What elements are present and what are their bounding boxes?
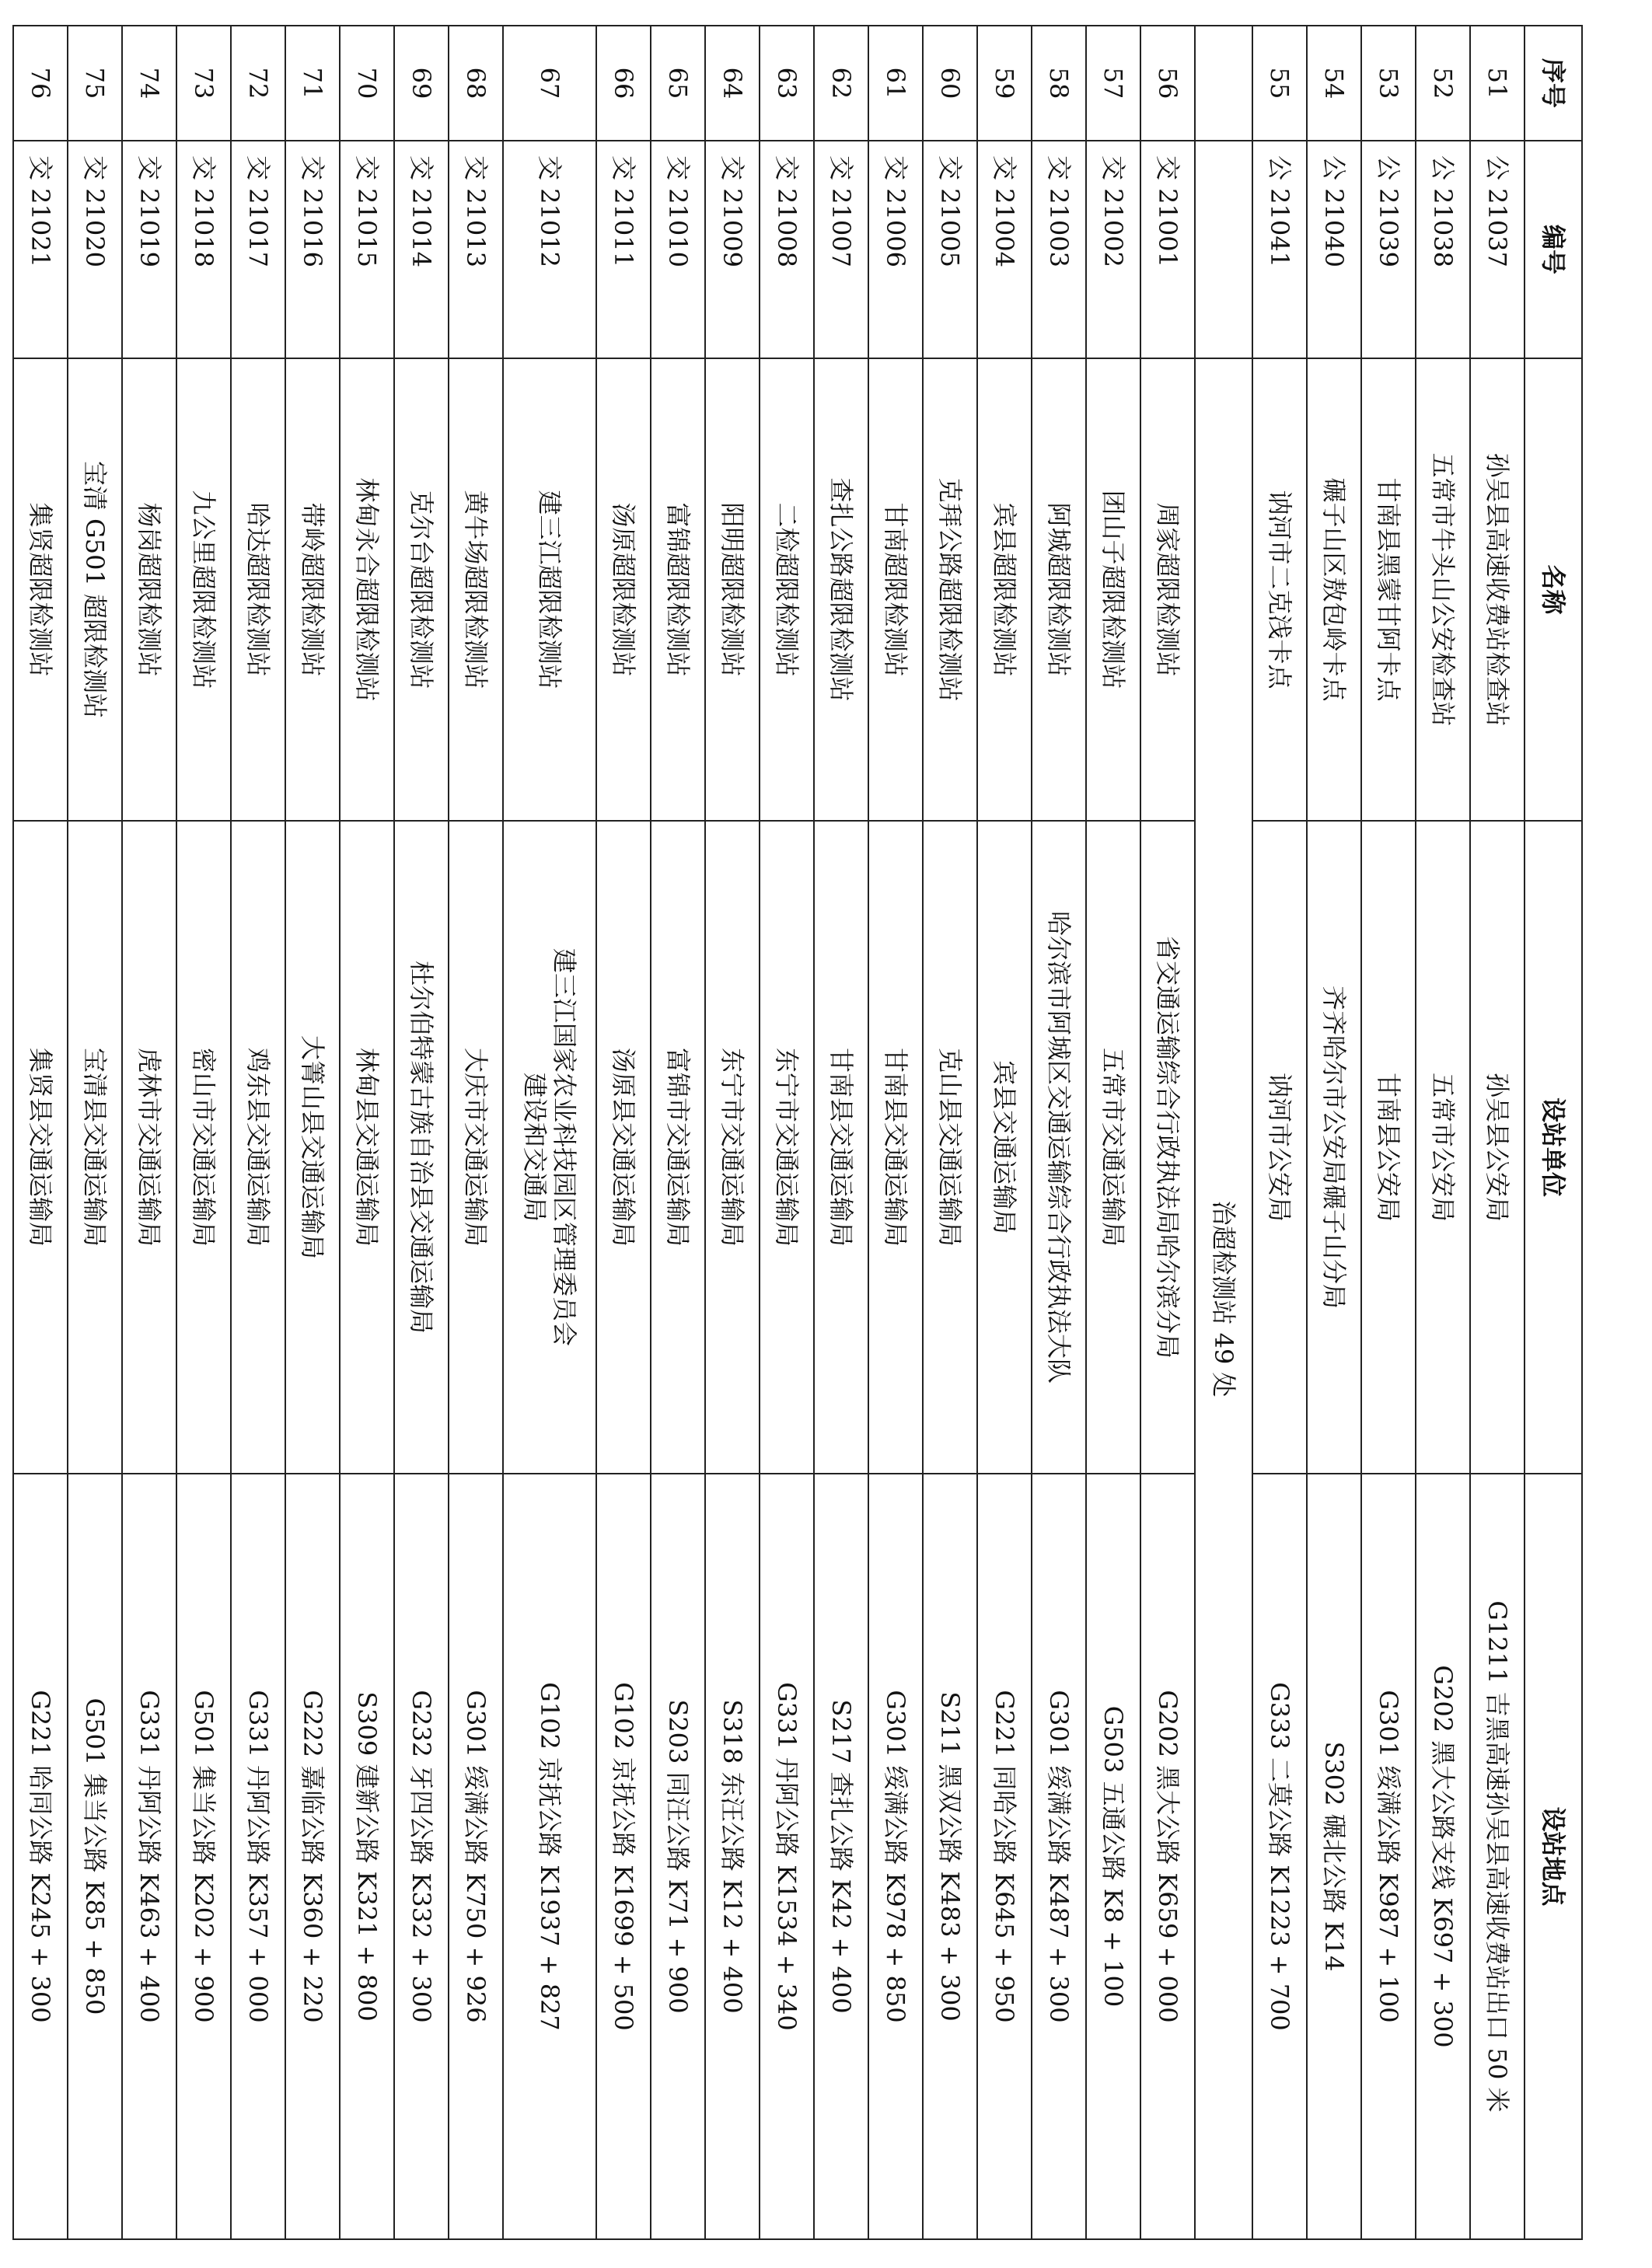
row-code: 交 21010 — [651, 141, 705, 358]
table-row — [231, 26, 285, 2239]
header-unit: 设站单位 — [1525, 821, 1582, 1474]
row-code: 交 21006 — [868, 141, 923, 358]
row-location: S203 同汪公路 K71 + 900 — [651, 1474, 705, 2239]
row-idx: 75 — [68, 26, 122, 141]
table-row — [503, 26, 596, 2239]
row-location: G301 绥满公路 K487 + 300 — [1032, 1474, 1086, 2239]
row-location: S211 黑双公路 K483 + 300 — [923, 1474, 977, 2239]
row-code: 交 21011 — [596, 141, 651, 358]
table-row — [760, 26, 814, 2239]
row-unit: 鸡东县交通运输局 — [231, 821, 285, 1474]
table-row — [340, 26, 394, 2239]
row-location: G202 黑大公路 K659 + 000 — [1140, 1474, 1195, 2239]
row-code: 交 21004 — [977, 141, 1032, 358]
row-name: 九公里超限检测站 — [176, 358, 231, 821]
row-unit: 甘南县交通运输局 — [814, 821, 868, 1474]
table-row — [1086, 26, 1140, 2239]
row-idx: 69 — [394, 26, 449, 141]
row-idx: 73 — [176, 26, 231, 141]
table-row — [596, 26, 651, 2239]
row-code: 交 21007 — [814, 141, 868, 358]
row-name: 集贤超限检测站 — [13, 358, 68, 821]
row-idx: 74 — [122, 26, 176, 141]
row-idx: 53 — [1361, 26, 1416, 141]
row-name: 富锦超限检测站 — [651, 358, 705, 821]
row-code: 公 21040 — [1307, 141, 1361, 358]
row-idx: 51 — [1470, 26, 1525, 141]
row-unit: 虎林市交通运输局 — [122, 821, 176, 1474]
row-name: 克拜公路超限检测站 — [923, 358, 977, 821]
table-row — [1470, 26, 1525, 2239]
row-idx: 57 — [1086, 26, 1140, 141]
row-code: 交 21002 — [1086, 141, 1140, 358]
row-location: G301 绥满公路 K987 + 100 — [1361, 1474, 1416, 2239]
row-unit: 宾县交通运输局 — [977, 821, 1032, 1474]
row-idx: 54 — [1307, 26, 1361, 141]
header-row — [1525, 26, 1582, 2239]
row-code: 交 21016 — [285, 141, 340, 358]
row-idx: 66 — [596, 26, 651, 141]
row-idx: 65 — [651, 26, 705, 141]
row-name: 汤原超限检测站 — [596, 358, 651, 821]
row-name: 团山子超限检测站 — [1086, 358, 1140, 821]
row-name: 黄牛场超限检测站 — [449, 358, 503, 821]
row-code: 交 21021 — [13, 141, 68, 358]
row-unit: 汤原县交通运输局 — [596, 821, 651, 1474]
row-idx: 76 — [13, 26, 68, 141]
table-row — [1416, 26, 1470, 2239]
row-code: 交 21008 — [760, 141, 814, 358]
row-location: G221 哈同公路 K245 + 300 — [13, 1474, 68, 2239]
table-row — [1252, 26, 1307, 2239]
row-idx: 58 — [1032, 26, 1086, 141]
table-row — [1140, 26, 1195, 2239]
row-name: 二检超限检测站 — [760, 358, 814, 821]
row-code: 交 21012 — [503, 141, 596, 358]
row-unit: 东宁市交通运输局 — [760, 821, 814, 1474]
row-unit: 孙吴县公安局 — [1470, 821, 1525, 1474]
row-name: 哈达超限检测站 — [231, 358, 285, 821]
row-code: 交 21020 — [68, 141, 122, 358]
row-location: G232 牙四公路 K332 + 300 — [394, 1474, 449, 2239]
row-idx: 72 — [231, 26, 285, 141]
row-location: G501 集当公路 K85 + 850 — [68, 1474, 122, 2239]
row-unit: 富锦市交通运输局 — [651, 821, 705, 1474]
table-row — [1307, 26, 1361, 2239]
row-name: 讷河市二克浅卡点 — [1252, 358, 1307, 821]
row-code: 交 21015 — [340, 141, 394, 358]
row-unit-line-1: 建三江国家农业科技园区管理委员会 — [550, 947, 579, 1346]
row-name: 碾子山区敖包岭卡点 — [1307, 358, 1361, 821]
row-unit: 克山县交通运输局 — [923, 821, 977, 1474]
section-row — [1195, 26, 1252, 2239]
row-name: 孙吴县高速收费站检查站 — [1470, 358, 1525, 821]
row-name: 建三江超限检测站 — [503, 358, 596, 821]
row-code: 交 21001 — [1140, 141, 1195, 358]
table-row — [705, 26, 760, 2239]
row-location: G1211 吉黑高速孙吴县高速收费站出口 50 米 — [1470, 1474, 1525, 2239]
table-row — [1032, 26, 1086, 2239]
row-idx: 56 — [1140, 26, 1195, 141]
row-name: 阿城超限检测站 — [1032, 358, 1086, 821]
row-idx: 71 — [285, 26, 340, 141]
table-row — [814, 26, 868, 2239]
header-idx: 序号 — [1525, 26, 1582, 141]
row-name: 周家超限检测站 — [1140, 358, 1195, 821]
row-idx: 52 — [1416, 26, 1470, 141]
table-row — [122, 26, 176, 2239]
row-idx: 61 — [868, 26, 923, 141]
row-unit-line-2: 建设和交通局 — [520, 1072, 550, 1222]
section-idx-cell — [1195, 26, 1252, 141]
row-unit: 五常市公安局 — [1416, 821, 1470, 1474]
row-idx: 70 — [340, 26, 394, 141]
row-location: G222 嘉临公路 K360 + 220 — [285, 1474, 340, 2239]
row-unit: 哈尔滨市阿城区交通运输综合行政执法大队 — [1032, 821, 1086, 1474]
row-name: 甘南超限检测站 — [868, 358, 923, 821]
table-row — [868, 26, 923, 2239]
stations-table — [12, 25, 1583, 2240]
row-name: 阳明超限检测站 — [705, 358, 760, 821]
table-row — [68, 26, 122, 2239]
section-code-cell — [1195, 141, 1252, 358]
row-unit: 大箐山县交通运输局 — [285, 821, 340, 1474]
table-row — [977, 26, 1032, 2239]
row-unit — [503, 821, 596, 1474]
row-unit: 甘南县交通运输局 — [868, 821, 923, 1474]
row-location: G221 同哈公路 K645 + 950 — [977, 1474, 1032, 2239]
row-idx: 64 — [705, 26, 760, 141]
row-idx: 60 — [923, 26, 977, 141]
rotated-page — [26, 25, 1583, 2238]
table-row — [394, 26, 449, 2239]
row-unit: 林甸县交通运输局 — [340, 821, 394, 1474]
row-name: 宾县超限检测站 — [977, 358, 1032, 821]
row-location: G501 集当公路 K202 + 900 — [176, 1474, 231, 2239]
table-row — [13, 26, 68, 2239]
row-name: 杨岗超限检测站 — [122, 358, 176, 821]
row-unit: 五常市交通运输局 — [1086, 821, 1140, 1474]
row-code: 交 21009 — [705, 141, 760, 358]
section-title: 治超检测站 49 处 — [1195, 358, 1252, 2239]
row-idx: 59 — [977, 26, 1032, 141]
row-location: G102 京抚公路 K1699 + 500 — [596, 1474, 651, 2239]
row-location: G331 丹阿公路 K357 + 000 — [231, 1474, 285, 2239]
row-location: S217 查扎公路 K42 + 400 — [814, 1474, 868, 2239]
row-code: 公 21037 — [1470, 141, 1525, 358]
row-code: 公 21038 — [1416, 141, 1470, 358]
row-location: G333 二莫公路 K1223 + 700 — [1252, 1474, 1307, 2239]
row-code: 交 21019 — [122, 141, 176, 358]
row-name: 克尔台超限检测站 — [394, 358, 449, 821]
row-location: G102 京抚公路 K1937 + 827 — [503, 1474, 596, 2239]
row-unit: 甘南县公安局 — [1361, 821, 1416, 1474]
row-unit: 齐齐哈尔市公安局碾子山分局 — [1307, 821, 1361, 1474]
table-row — [1361, 26, 1416, 2239]
row-unit: 东宁市交通运输局 — [705, 821, 760, 1474]
table-row — [176, 26, 231, 2239]
row-location: G301 绥满公路 K978 + 850 — [868, 1474, 923, 2239]
row-code: 交 21017 — [231, 141, 285, 358]
row-unit: 宝清县交通运输局 — [68, 821, 122, 1474]
table-row — [923, 26, 977, 2239]
row-name: 查扎公路超限检测站 — [814, 358, 868, 821]
row-unit: 集贤县交通运输局 — [13, 821, 68, 1474]
table-row — [285, 26, 340, 2239]
table-row — [651, 26, 705, 2239]
row-location: S302 碾北公路 K14 — [1307, 1474, 1361, 2239]
header-location: 设站地点 — [1525, 1474, 1582, 2239]
row-location: S318 东汪公路 K12 + 400 — [705, 1474, 760, 2239]
row-idx: 62 — [814, 26, 868, 141]
row-location: G331 丹阿公路 K463 + 400 — [122, 1474, 176, 2239]
row-unit: 讷河市公安局 — [1252, 821, 1307, 1474]
row-idx: 55 — [1252, 26, 1307, 141]
row-code: 交 21013 — [449, 141, 503, 358]
row-code: 交 21003 — [1032, 141, 1086, 358]
row-location: G503 五通公路 K8 + 100 — [1086, 1474, 1140, 2239]
row-unit: 杜尔伯特蒙古族自治县交通运输局 — [394, 821, 449, 1474]
row-name: 宝清 G501 超限检测站 — [68, 358, 122, 821]
row-code: 公 21039 — [1361, 141, 1416, 358]
row-location: S309 建新公路 K321 + 800 — [340, 1474, 394, 2239]
row-idx: 63 — [760, 26, 814, 141]
row-name: 林甸永合超限检测站 — [340, 358, 394, 821]
row-name: 甘南县黑蒙甘阿卡点 — [1361, 358, 1416, 821]
table-row — [449, 26, 503, 2239]
row-unit: 大庆市交通运输局 — [449, 821, 503, 1474]
row-unit: 省交通运输综合行政执法局哈尔滨分局 — [1140, 821, 1195, 1474]
row-code: 公 21041 — [1252, 141, 1307, 358]
row-location: G331 丹阿公路 K1534 + 340 — [760, 1474, 814, 2239]
header-code: 编号 — [1525, 141, 1582, 358]
row-code: 交 21014 — [394, 141, 449, 358]
row-location: G202 黑大公路支线 K697 + 300 — [1416, 1474, 1470, 2239]
row-idx: 68 — [449, 26, 503, 141]
row-code: 交 21018 — [176, 141, 231, 358]
row-idx: 67 — [503, 26, 596, 141]
row-name: 五常市牛头山公安检查站 — [1416, 358, 1470, 821]
row-code: 交 21005 — [923, 141, 977, 358]
header-name: 名称 — [1525, 358, 1582, 821]
row-unit: 密山市交通运输局 — [176, 821, 231, 1474]
row-location: G301 绥满公路 K750 + 926 — [449, 1474, 503, 2239]
row-name: 带岭超限检测站 — [285, 358, 340, 821]
